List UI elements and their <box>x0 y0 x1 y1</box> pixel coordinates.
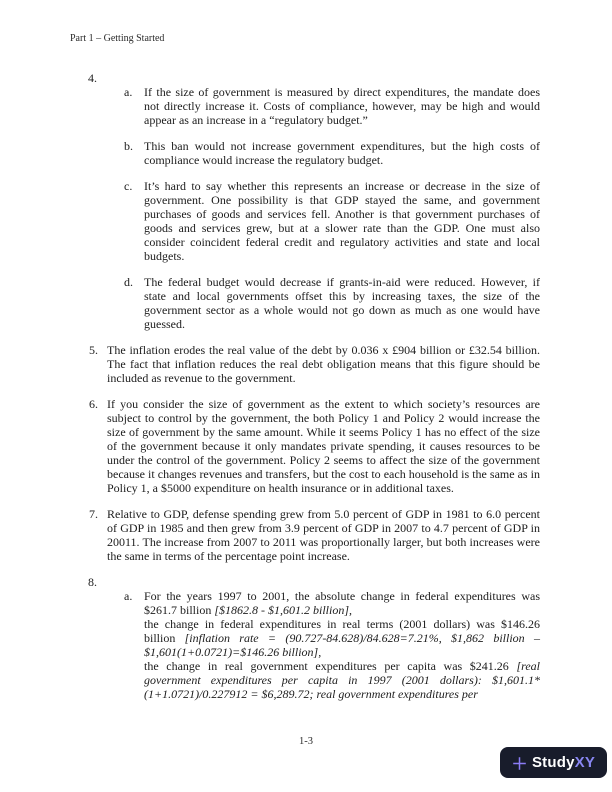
item-4d-text: The federal budget would decrease if grants-in-aid were reduced. However, if state and local governments offset this by increasing taxes, the size of the government sector as a whole would not go down as much as one would have guessed. <box>144 275 540 331</box>
item-4a-text: If the size of government is measured by direct expenditures, the mandate does not directly increase it. Costs of compliance, however, may be high and would appear as an increase in a “regulatory budget.” <box>144 85 540 127</box>
plus-icon <box>512 756 527 771</box>
paragraph-text: For the years 1997 to 2001, the absolute change in federal expenditures was $261.7 billion <box>144 589 540 617</box>
item-4c <box>0 179 612 263</box>
item-6 <box>0 397 612 495</box>
item-4c-letter: c. <box>124 179 133 193</box>
item-4a <box>0 85 612 127</box>
item-8a-paragraph-1 <box>144 589 540 617</box>
item-4a-letter: a. <box>124 85 133 99</box>
item-4d <box>0 275 612 331</box>
page-header: Part 1 – Getting Started <box>70 33 165 44</box>
logo-brand-accent: XY <box>574 754 596 771</box>
logo-brand-primary: Study <box>531 754 575 771</box>
item-6-number: 6. <box>89 397 98 411</box>
item-5-number: 5. <box>89 343 98 357</box>
paragraph-italic-text: [$1862.8 - $1,601.2 billion], <box>214 603 353 617</box>
item-8a-letter: a. <box>124 589 133 603</box>
item-4d-letter: d. <box>124 275 133 289</box>
item-8-number: 8. <box>88 575 97 589</box>
item-4b-letter: b. <box>124 139 133 153</box>
item-4c-text: It’s hard to say whether this represents an increase or decrease in the size of government. One possibility is that GDP stayed the same, and government purchases of goods and services fell. Another is that government purchases of goods and services grew, but at a slower rate than the GDP. One must also consider coincident federal credit and regulatory activities and state and local budgets. <box>144 179 540 263</box>
item-7 <box>0 507 612 563</box>
item-7-text: Relative to GDP, defense spending grew from 5.0 percent of GDP in 1981 to 6.0 percent of GDP in 1985 and then grew from 3.9 percent of GDP in 2007 to 4.7 percent of GDP in 20011. The increase from 2007 to 2011 was proportionally larger, but both increases were the same in terms of the percentage point increase. <box>107 507 540 563</box>
logo-text <box>532 755 595 770</box>
paragraph-italic-text: [inflation rate = (90.727-84.628)/84.628=7.21%, $1,862 billion – $1,601(1+0.0721)=$146.26 billion], <box>144 631 540 659</box>
item-7-number: 7. <box>89 507 98 521</box>
document-body <box>0 71 612 701</box>
item-4b-text: This ban would not increase government expenditures, but the high costs of compliance would increase the regulatory budget. <box>144 139 540 167</box>
item-8a-paragraph-3 <box>144 659 540 701</box>
page-number: 1-3 <box>299 736 313 747</box>
paragraph-text: the change in federal expenditures in real terms (2001 dollars) was $146.26 billion <box>144 617 540 645</box>
studyxy-logo <box>500 747 607 778</box>
item-5-text: The inflation erodes the real value of the debt by 0.036 x £904 billion or £32.54 billion. The fact that inflation reduces the real debt obligation means that this figure should be included as revenue to the government. <box>107 343 540 385</box>
item-4-number: 4. <box>88 71 97 85</box>
paragraph-text: the change in real government expenditures per capita was $241.26 <box>144 659 517 673</box>
paragraph-italic-text: [real government expenditures per capita in 1997 (2001 dollars): $1,601.1*(1+1.0721)/0.227912 = $6,289.72; real government expenditures per <box>144 659 540 701</box>
item-5 <box>0 343 612 385</box>
item-4b <box>0 139 612 167</box>
item-8a <box>0 589 612 701</box>
item-8a-paragraph-2 <box>144 617 540 659</box>
item-6-text: If you consider the size of government as the extent to which society’s resources are subject to control by the government, the both Policy 1 and Policy 2 would increase the size of government by the same amount. While it seems Policy 1 has no effect of the size of the government because it only mandates private spending, it causes resources to be under the control of the government. Policy 2 seems to affect the size of the government because it changes revenues and transfers, but the cost to each household is the same as in Policy 1, a $5000 expenditure on health insurance or in additional taxes. <box>107 397 540 495</box>
item-8a-text <box>144 589 540 701</box>
